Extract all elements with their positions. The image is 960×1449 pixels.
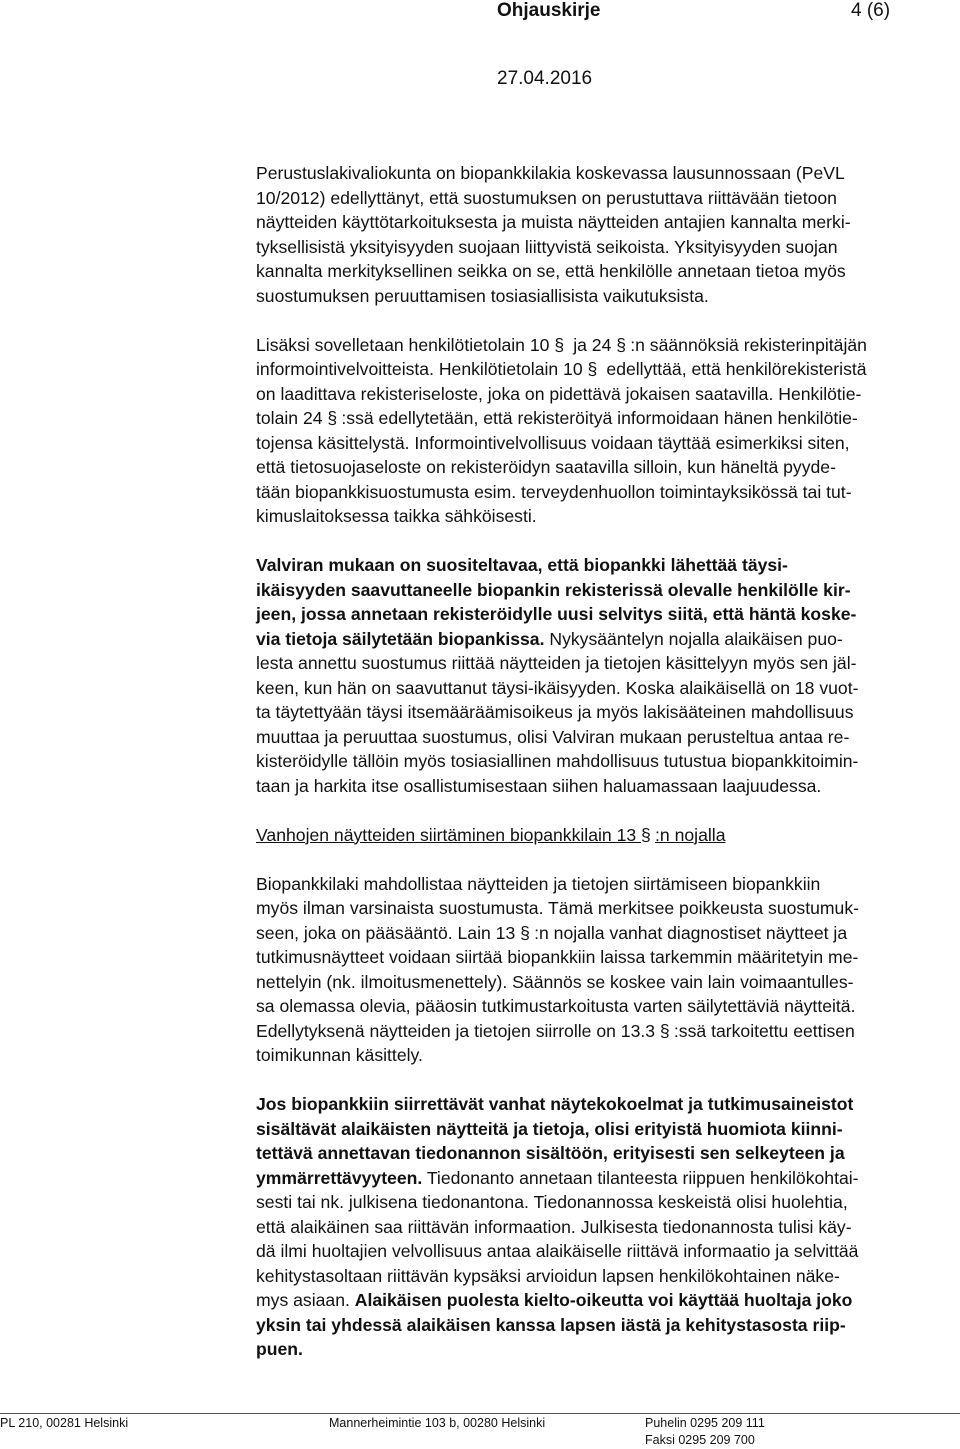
text-line: [256, 1166, 948, 1191]
text-line: [256, 651, 948, 676]
text-line: [256, 921, 948, 946]
text-run: informointivelvoitteista. Henkilötietolain 10: [256, 359, 588, 379]
text-run: §: [641, 824, 651, 845]
text-line: [256, 627, 948, 652]
text-line: [256, 872, 948, 897]
text-line: [256, 700, 948, 725]
text-run: taan ja harkita itse osallistumisestaan siihen haluamassaan laajuudessa.: [256, 775, 822, 796]
text-run: kimuslaitoksessa taikka sähköisesti.: [256, 506, 537, 526]
text-line: [256, 235, 948, 260]
text-line: [256, 553, 948, 578]
footer-fax: Faksi 0295 209 700: [645, 1433, 755, 1447]
text-run: §: [659, 1020, 670, 1041]
text-line: [256, 480, 948, 505]
document-type: Ohjauskirje: [497, 0, 601, 21]
text-run: kehitystasoltaan riittävän kypsäksi arvioidun lapsen henkilökohtainen näke-: [256, 1265, 840, 1286]
text-run: §: [554, 334, 565, 355]
text-run: :n nojalla: [655, 824, 726, 845]
text-line: [256, 749, 948, 774]
footer-divider: [0, 1413, 960, 1414]
text-run: tyksellisistä yksityisyyden suojaan liittyvistä seikoista. Yksityisyyden suojan: [256, 236, 838, 257]
text-line: [256, 970, 948, 995]
text-line: [256, 210, 948, 235]
text-run: 10/2012) edellyttänyt, että suostumuksen on perustuttava riittävään tietoon: [256, 187, 837, 208]
bold-text-run: Alaikäisen puolesta kielto-oikeutta voi käyttää huoltaja joko: [354, 1290, 853, 1310]
text-run: sesti tai nk. julkisena tiedonantona. Tiedonannossa keskeistä olisi huolehtia,: [256, 1192, 848, 1212]
paragraph: [256, 553, 948, 798]
text-line: [256, 1215, 948, 1240]
bold-text-run: Valviran mukaan on suositeltavaa, että biopankki lähettää täysi-: [256, 555, 788, 575]
bold-text-run: tettävä annettavan tiedonannon sisältöön, erityisesti sen selkeyteen ja: [256, 1143, 845, 1163]
text-line: [256, 725, 948, 750]
text-line: [256, 896, 948, 921]
text-line: [256, 1141, 948, 1166]
text-line: [256, 1288, 948, 1313]
text-run: Vanhojen näytteiden siirtäminen biopankkilain 13: [256, 824, 642, 845]
text-line: [256, 431, 948, 456]
text-run: kisteröidylle tällöin myös tosiasiallinen mahdollisuus tutustua biopankkitoimin-: [256, 751, 859, 771]
footer-street-address: Mannerheimintie 103 b, 00280 Helsinki: [329, 1416, 546, 1430]
text-run: tutkimusnäytteet voidaan siirtää biopankkiin laissa tarkemmin määritetyin me-: [256, 947, 859, 967]
document-date: 27.04.2016: [497, 68, 593, 89]
text-run: :ssä tarkoitettu eettisen: [673, 1020, 855, 1041]
text-line: [256, 1190, 948, 1215]
document-body: [256, 161, 948, 1386]
text-line: [256, 602, 948, 627]
text-run: on laadittava rekisteriseloste, joka on pidettävä jokaisen saatavilla. Henkilötie-: [256, 383, 862, 404]
bold-text-run: sisältävät alaikäisten näytteitä ja tietoja, olisi erityistä huomiota kiinni-: [256, 1118, 843, 1139]
page-number: 4 (6): [851, 0, 891, 21]
text-line: [256, 774, 948, 799]
text-run: Tiedonanto annetaan tilanteesta riippuen henkilökohtai-: [422, 1167, 859, 1188]
text-run: Biopankkilaki mahdollistaa näytteiden ja tietojen siirtämiseen biopankkiin: [256, 873, 821, 894]
text-run: ta täytettyään täysi itsemääräämisoikeus ja myös lakisääteinen mahdollisuus: [256, 702, 854, 722]
text-line: [256, 1313, 948, 1338]
text-line: [256, 1239, 948, 1264]
text-run: §: [327, 408, 338, 428]
text-line: [256, 186, 948, 211]
text-line: [256, 259, 948, 284]
text-run: §: [616, 334, 627, 355]
paragraph: [256, 1092, 948, 1362]
text-line: [256, 994, 948, 1019]
text-run: Perustuslakivaliokunta on biopankkilakia koskevassa lausunnossaan (PeVL: [256, 163, 845, 183]
text-run: §: [587, 359, 598, 379]
text-run: että alaikäinen saa riittävän informaation. Julkisesta tiedonannosta tulisi käy-: [256, 1216, 852, 1237]
text-line: [256, 1117, 948, 1142]
text-line: [256, 1264, 948, 1289]
text-line: [256, 406, 948, 431]
paragraph: [256, 333, 948, 529]
text-line: [256, 823, 948, 848]
text-run: nettelyin (nk. ilmoitusmenettely). Säännös se koskee vain lain voimaantulles-: [256, 971, 854, 992]
text-run: keen, kun hän on saavuttanut täysi-ikäisyyden. Koska alaikäisellä on 18 vuot-: [256, 677, 859, 698]
text-line: [256, 504, 948, 529]
text-run: edellyttää, että henkilörekisteristä: [601, 359, 867, 379]
text-run: Lisäksi sovelletaan henkilötietolain 10: [256, 334, 555, 355]
text-run: mys asiaan.: [256, 1290, 355, 1310]
paragraph: [256, 161, 948, 308]
text-line: [256, 284, 948, 309]
text-run: :n nojalla vanhat diagnostiset näytteet ja: [534, 922, 848, 943]
bold-text-run: via tietoja säilytetään biopankissa.: [256, 628, 545, 649]
footer-postal-address: PL 210, 00281 Helsinki: [0, 1416, 129, 1430]
text-run: lesta annettu suostumus riittää näytteiden ja tietojen käsittelyyn myös sen jäl-: [256, 653, 857, 673]
text-run: tään biopankkisuostumusta esim. terveydenhuollon toimintayksikössä tai tut-: [256, 481, 852, 502]
text-line: [256, 1043, 948, 1068]
text-line: [256, 945, 948, 970]
text-line: [256, 676, 948, 701]
text-run: myös ilman varsinaista suostumusta. Tämä merkitsee poikkeusta suostumuk-: [256, 898, 859, 918]
footer-phone: Puhelin 0295 209 111: [645, 1416, 765, 1430]
text-run: että tietosuojaseloste on rekisteröidyn saatavilla silloin, kun häneltä pyyde-: [256, 457, 836, 477]
text-line: [256, 357, 948, 382]
bold-text-run: Jos biopankkiin siirrettävät vanhat näytekokoelmat ja tutkimusaineistot: [256, 1094, 854, 1114]
text-line: [256, 333, 948, 358]
text-line: [256, 1019, 948, 1044]
text-run: tolain 24: [256, 408, 328, 428]
footer-contact: [645, 1415, 765, 1449]
text-run: kannalta merkityksellinen seikka on se, että henkilölle annetaan tietoa myös: [256, 261, 846, 281]
text-line: [256, 578, 948, 603]
text-run: seen, joka on pääsääntö. Lain 13: [256, 922, 521, 943]
text-run: :ssä edellytetään, että rekisteröityä informoidaan hänen henkilötie-: [341, 408, 858, 428]
text-run: sa olemassa olevia, pääosin tutkimustarkoitusta varten säilytettäviä näytteitä.: [256, 996, 856, 1016]
text-run: muuttaa ja peruuttaa suostumus, olisi Valviran mukaan perusteltua antaa re-: [256, 726, 850, 747]
text-line: [256, 455, 948, 480]
text-line: [256, 382, 948, 407]
text-line: [256, 1092, 948, 1117]
bold-text-run: ymmärrettävyyteen.: [256, 1167, 423, 1188]
text-run: toimikunnan käsittely.: [256, 1045, 423, 1065]
bold-text-run: puen.: [256, 1339, 303, 1359]
bold-text-run: jeen, jossa annetaan rekisteröidylle uusi selvitys siitä, että häntä koske-: [256, 604, 857, 624]
text-run: näytteiden käyttötarkoituksesta ja muista näytteiden antajien kannalta merki-: [256, 212, 851, 232]
section-heading: [256, 823, 948, 848]
text-run: Nykysääntelyn nojalla alaikäisen puo-: [544, 628, 843, 649]
text-run: tojensa käsittelystä. Informointivelvollisuus voidaan täyttää esimerkiksi siten,: [256, 432, 850, 453]
bold-text-run: ikäisyyden saavuttaneelle biopankin rekisterissä olevalle henkilölle kir-: [256, 579, 851, 600]
text-run: dä ilmi huoltajien velvollisuus antaa alaikäiselle riittävä informaatio ja selvittää: [256, 1241, 859, 1261]
paragraph: [256, 872, 948, 1068]
text-line: [256, 1337, 948, 1362]
text-run: ja 24: [568, 334, 617, 355]
text-run: Edellytyksenä näytteiden ja tietojen siirrolle on 13.3: [256, 1020, 660, 1041]
text-run: :n säännöksiä rekisterinpitäjän: [630, 334, 867, 355]
text-run: suostumuksen peruuttamisen tosiasiallisista vaikutuksista.: [256, 285, 709, 306]
bold-text-run: yksin tai yhdessä alaikäisen kanssa lapsen iästä ja kehitystasosta riip-: [256, 1314, 846, 1335]
text-run: §: [520, 922, 530, 943]
text-line: [256, 161, 948, 186]
